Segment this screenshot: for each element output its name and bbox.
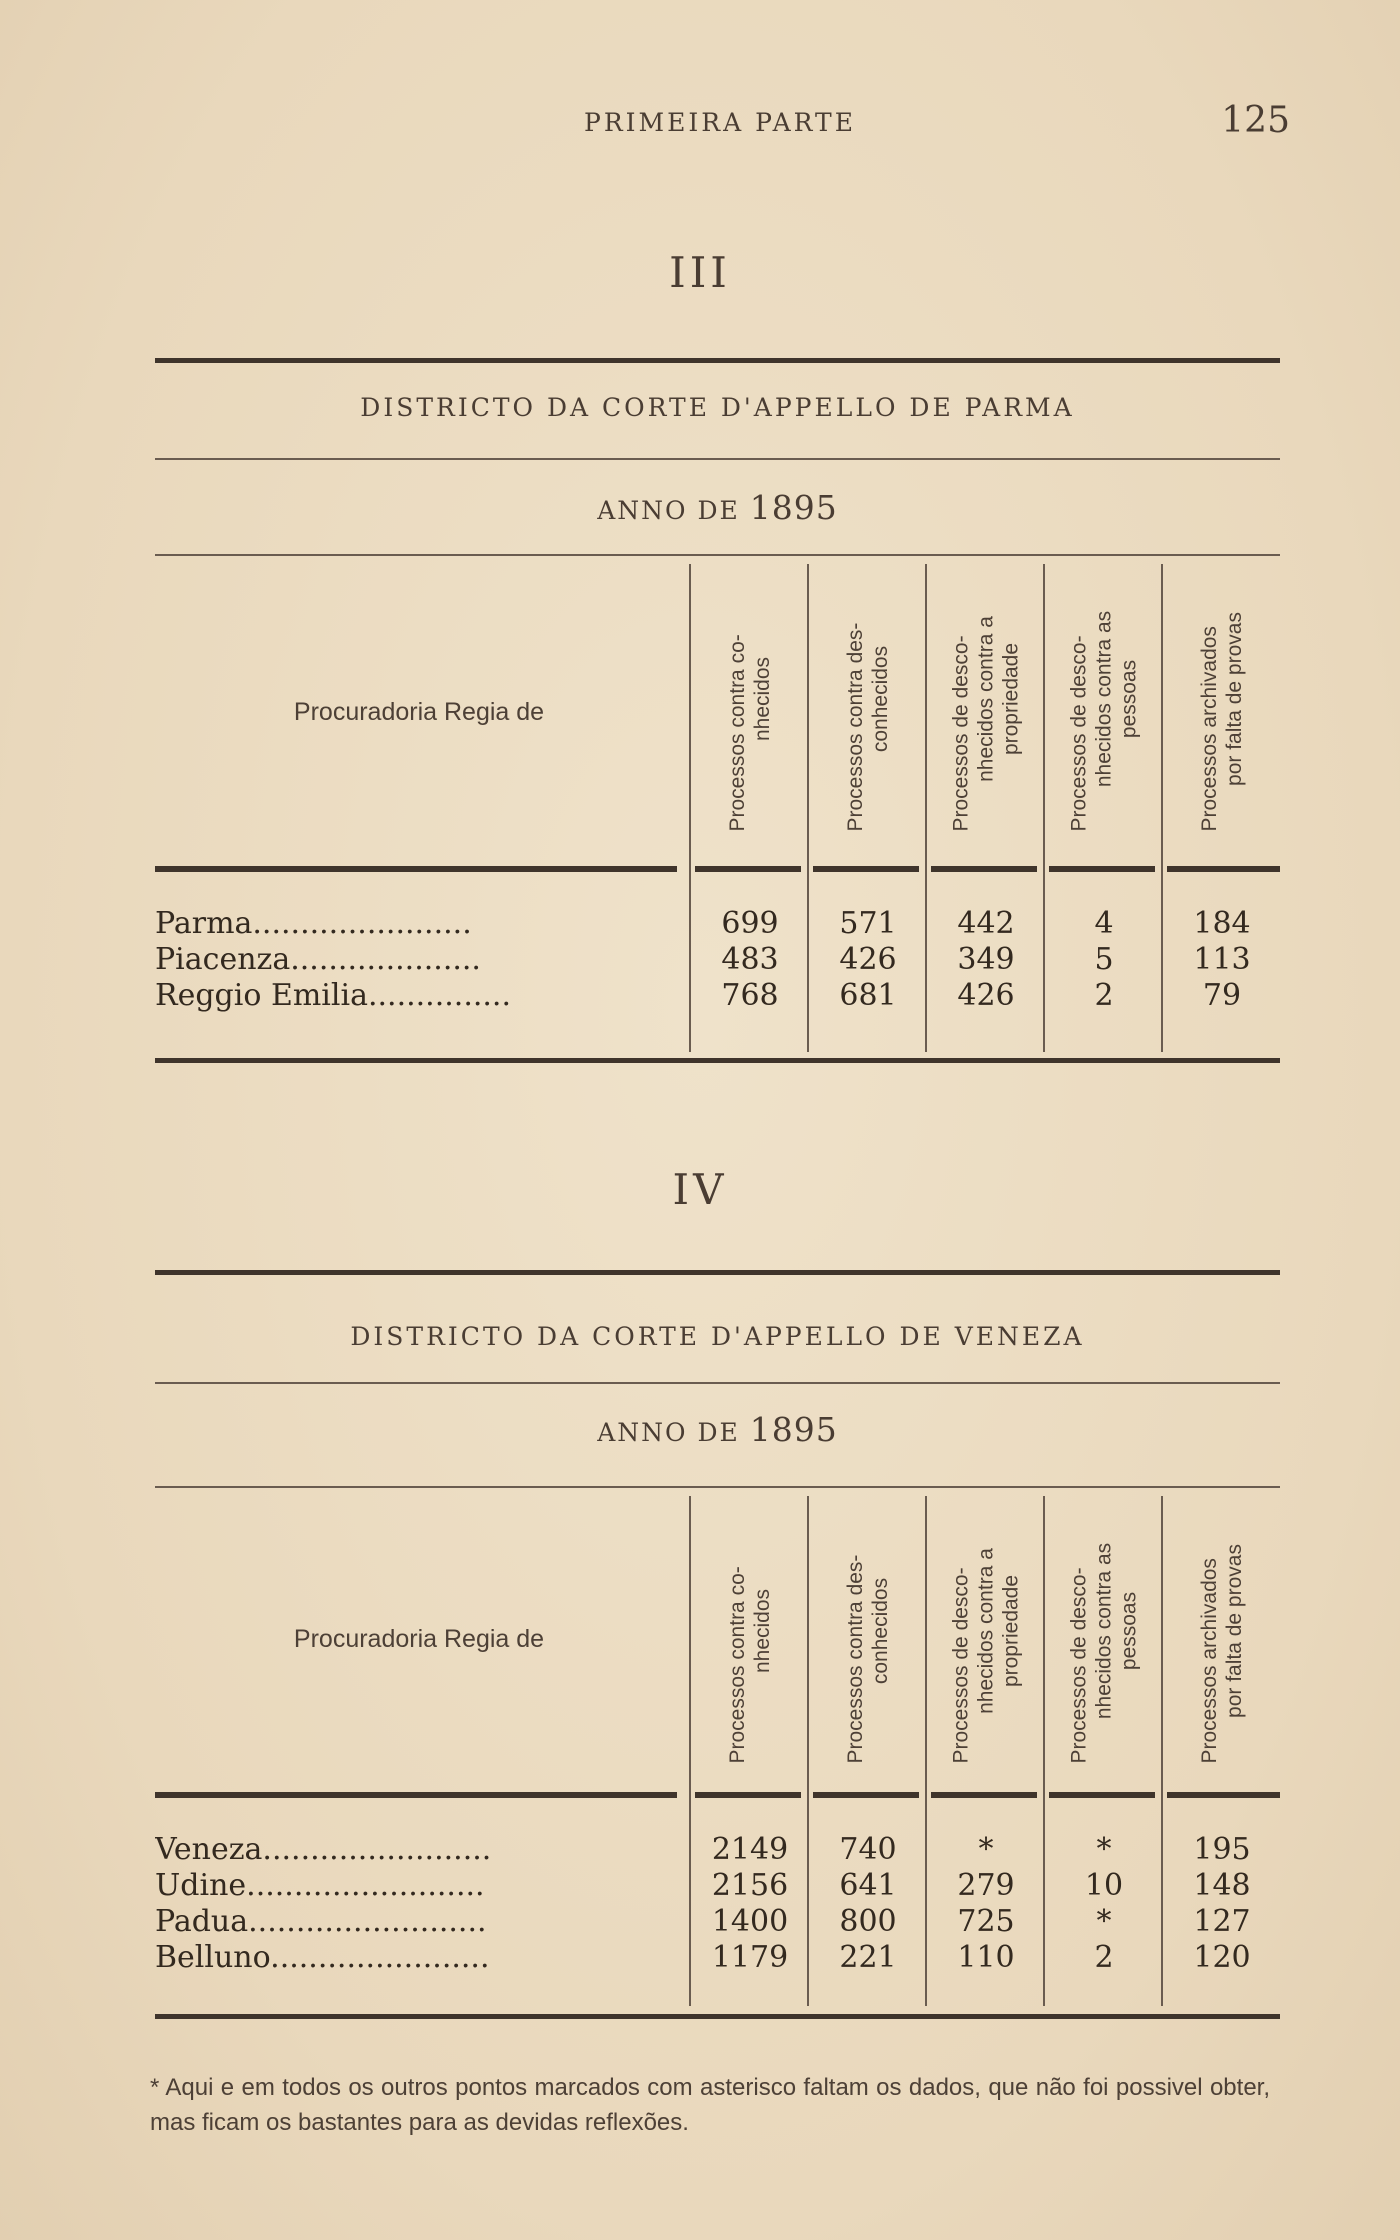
header-rule <box>155 866 677 872</box>
row-label-header: Procuradoria Regia de <box>293 1625 545 1653</box>
cell: 2 <box>1094 1940 1114 1975</box>
cell: 699 <box>721 906 779 941</box>
table-top-rule <box>155 358 1280 363</box>
cell: 10 <box>1084 1868 1124 1903</box>
cell: 127 <box>1193 1904 1251 1939</box>
row-name: Veneza........................ <box>155 1832 492 1867</box>
cell: 120 <box>1193 1940 1251 1975</box>
header-rule <box>695 1792 801 1798</box>
year-heading <box>155 1410 1280 1449</box>
year-label: ANNO DE <box>597 496 740 525</box>
column-header: Processos de desco- nhecidos contra as pessoas <box>1067 1542 1141 1763</box>
cell: 79 <box>1202 978 1242 1013</box>
table-bottom-rule <box>155 1058 1280 1063</box>
table-bottom-rule <box>155 2014 1280 2019</box>
cell: 1179 <box>711 1940 789 1975</box>
table-parma <box>155 358 1280 1070</box>
cell: 641 <box>839 1868 897 1903</box>
row-name: Parma....................... <box>155 906 472 941</box>
row-name: Reggio Emilia............... <box>155 978 512 1013</box>
table-row <box>155 978 1280 1014</box>
year-value: 1895 <box>749 1410 838 1449</box>
cell: 279 <box>957 1868 1015 1903</box>
cell: 2 <box>1094 978 1114 1013</box>
cell: 349 <box>957 942 1015 977</box>
cell: 725 <box>957 1904 1015 1939</box>
cell: 2149 <box>711 1832 789 1867</box>
cell: 2156 <box>711 1868 789 1903</box>
column-header: Processos contra co- nhecidos <box>726 1565 774 1763</box>
running-title: PRIMEIRA PARTE <box>584 108 856 137</box>
cell: 1400 <box>711 1904 789 1939</box>
row-name: Udine......................... <box>155 1868 485 1903</box>
section-number-iv: IV <box>672 1165 728 1214</box>
year-heading <box>155 488 1280 527</box>
table-row <box>155 1904 1280 1940</box>
cell: 768 <box>721 978 779 1013</box>
header-rule <box>155 1792 677 1798</box>
cell: * <box>1096 1832 1112 1867</box>
cell: 113 <box>1193 942 1251 977</box>
header-rule <box>931 866 1037 872</box>
cell: 195 <box>1193 1832 1251 1867</box>
cell: 426 <box>957 978 1015 1013</box>
district-title: DISTRICTO DA CORTE D'APPELLO DE PARMA <box>360 393 1075 422</box>
column-header: Processos archivados por falta de provas <box>1198 611 1246 831</box>
cell: 5 <box>1094 942 1114 977</box>
table-top-rule <box>155 1270 1280 1275</box>
cell: 800 <box>839 1904 897 1939</box>
row-label-header: Procuradoria Regia de <box>293 698 545 726</box>
district-rule <box>155 458 1280 460</box>
row-name: Belluno....................... <box>155 1940 490 1975</box>
cell: 483 <box>721 942 779 977</box>
column-header: Processos de desco- nhecidos contra as pessoas <box>1067 610 1141 831</box>
cell: 221 <box>839 1940 897 1975</box>
year-value: 1895 <box>749 488 838 527</box>
year-rule <box>155 554 1280 556</box>
table-veneza <box>155 1270 1280 2030</box>
cell: * <box>978 1832 994 1867</box>
cell: 571 <box>839 906 897 941</box>
header-rule <box>1167 1792 1280 1798</box>
year-label: ANNO DE <box>597 1418 740 1447</box>
column-header: Processos contra des- conhecidos <box>844 1554 892 1763</box>
section-number-iii: III <box>669 248 731 297</box>
cell: 681 <box>839 978 897 1013</box>
table-row <box>155 906 1280 942</box>
column-header: Processos archivados por falta de provas <box>1198 1543 1246 1763</box>
column-header: Processos contra des- conhecidos <box>844 622 892 831</box>
header-rule <box>1049 1792 1155 1798</box>
column-header: Processos contra co- nhecidos <box>726 633 774 831</box>
table-row <box>155 942 1280 978</box>
column-header: Processos de desco- nhecidos contra a propriedade <box>949 615 1023 831</box>
district-rule <box>155 1382 1280 1384</box>
district-title: DISTRICTO DA CORTE D'APPELLO DE VENEZA <box>350 1322 1085 1351</box>
row-name: Piacenza.................... <box>155 942 481 977</box>
cell: 4 <box>1094 906 1114 941</box>
header-rule <box>813 1792 919 1798</box>
cell: 442 <box>957 906 1015 941</box>
cell: 184 <box>1193 906 1251 941</box>
table-row <box>155 1868 1280 1904</box>
header-rule <box>695 866 801 872</box>
header-rule <box>1167 866 1280 872</box>
row-name: Padua......................... <box>155 1904 487 1939</box>
cell: 426 <box>839 942 897 977</box>
running-header <box>150 100 1290 150</box>
cell: * <box>1096 1904 1112 1939</box>
table-row <box>155 1832 1280 1868</box>
page-number: 125 <box>1221 100 1290 141</box>
year-rule <box>155 1486 1280 1488</box>
cell: 110 <box>957 1940 1015 1975</box>
table-row <box>155 1940 1280 1976</box>
header-rule <box>813 866 919 872</box>
column-header: Processos de desco- nhecidos contra a propriedade <box>949 1547 1023 1763</box>
cell: 740 <box>839 1832 897 1867</box>
cell: 148 <box>1193 1868 1251 1903</box>
footnote: * Aqui e em todos os outros pontos marcados com asterisco faltam os dados, que não foi possivel obter, mas ficam os bastantes para as devidas reflexões. <box>150 2074 1270 2136</box>
header-rule <box>931 1792 1037 1798</box>
header-rule <box>1049 866 1155 872</box>
